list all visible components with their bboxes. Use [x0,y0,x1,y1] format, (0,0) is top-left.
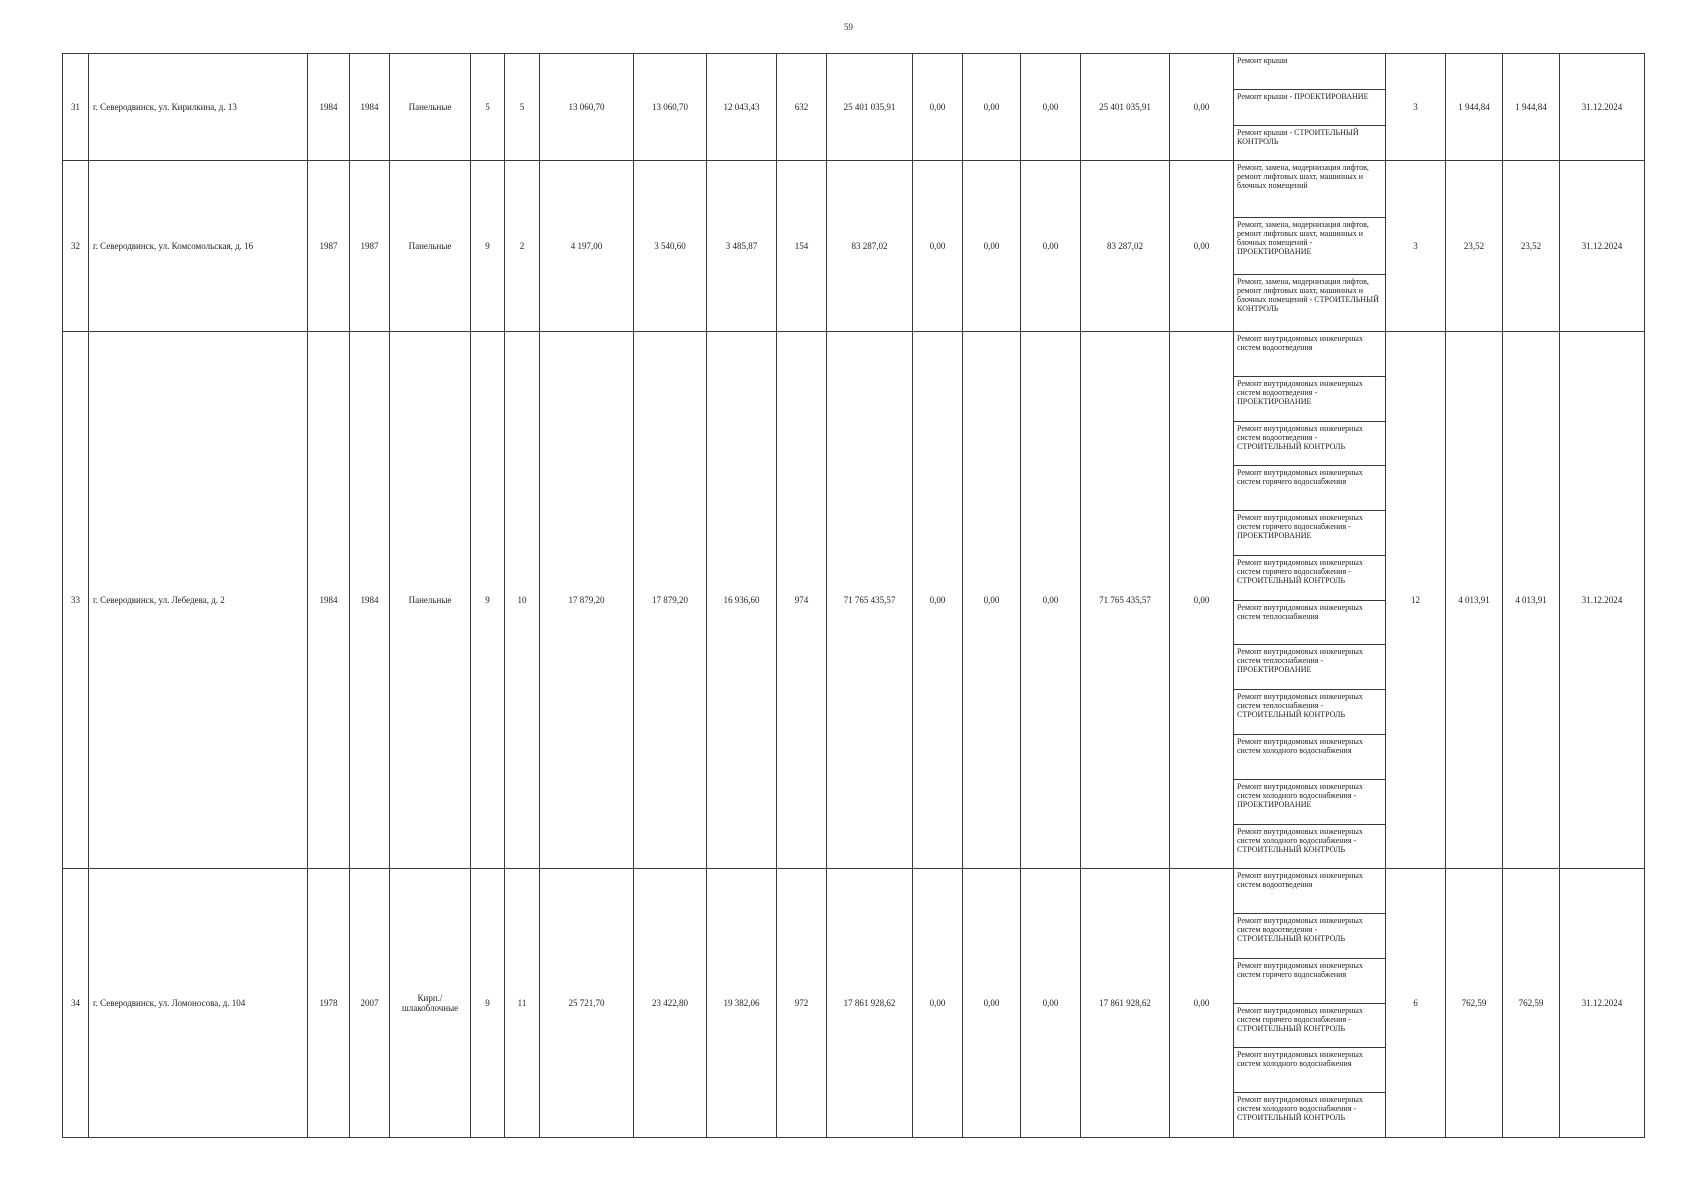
address: г. Северодвинск, ул. Ломоносова, д. 104 [89,869,308,1138]
area-premises: 13 060,70 [634,54,707,161]
unit-cost: 762,59 [1446,869,1503,1138]
cost-total: 25 401 035,91 [827,54,913,161]
deadline: 31.12.2024 [1560,332,1645,869]
area-premises: 23 422,80 [634,869,707,1138]
cost-federal: 0,00 [913,332,963,869]
cost-regional: 0,00 [963,161,1021,332]
table-row-34 [63,869,1645,1138]
area-premises: 17 879,20 [634,332,707,869]
work-item: Ремонт внутридомовых инженерных систем теплоснабжения [1234,600,1386,645]
work-item: Ремонт, замена, модернизация лифтов, ремонт лифтовых шахт, машинных и блочных помещений - СТРОИТЕЛЬНЫЙ КОНТРОЛЬ [1234,275,1386,332]
work-item: Ремонт внутридомовых инженерных систем водоотведения - ПРОЕКТИРОВАНИЕ [1234,376,1386,421]
total-area: 13 060,70 [540,54,634,161]
cost-other: 0,00 [1170,54,1234,161]
residents: 632 [777,54,827,161]
cost-total: 83 287,02 [827,161,913,332]
cost-federal: 0,00 [913,54,963,161]
work-item: Ремонт внутридомовых инженерных систем холодного водоснабжения - СТРОИТЕЛЬНЫЙ КОНТРОЛЬ [1234,824,1386,869]
floors: 9 [471,869,505,1138]
max-unit-cost: 1 944,84 [1503,54,1560,161]
area-residential: 19 382,06 [707,869,777,1138]
cost-other: 0,00 [1170,332,1234,869]
cost-federal: 0,00 [913,869,963,1138]
work-item: Ремонт крыши - ПРОЕКТИРОВАНИЕ [1234,89,1386,125]
deadline: 31.12.2024 [1560,869,1645,1138]
cost-local: 0,00 [1021,54,1081,161]
row-number: 31 [63,54,89,161]
cost-local: 0,00 [1021,161,1081,332]
address: г. Северодвинск, ул. Лебедева, д. 2 [89,332,308,869]
total-area: 17 879,20 [540,332,634,869]
cost-regional: 0,00 [963,332,1021,869]
work-item: Ремонт крыши [1234,54,1386,90]
works-count: 12 [1386,332,1446,869]
work-item: Ремонт внутридомовых инженерных систем горячего водоснабжения - СТРОИТЕЛЬНЫЙ КОНТРОЛЬ [1234,555,1386,600]
work-item: Ремонт внутридомовых инженерных систем водоотведения - СТРОИТЕЛЬНЫЙ КОНТРОЛЬ [1234,421,1386,466]
work-item: Ремонт внутридомовых инженерных систем горячего водоснабжения - СТРОИТЕЛЬНЫЙ КОНТРОЛЬ [1234,1003,1386,1048]
wall-material: Панельные [390,332,471,869]
area-premises: 3 540,60 [634,161,707,332]
cost-other: 0,00 [1170,161,1234,332]
work-item: Ремонт внутридомовых инженерных систем горячего водоснабжения - ПРОЕКТИРОВАНИЕ [1234,511,1386,556]
work-item: Ремонт, замена, модернизация лифтов, ремонт лифтовых шахт, машинных и блочных помещений [1234,161,1386,218]
year-built: 1984 [308,332,350,869]
max-unit-cost: 762,59 [1503,869,1560,1138]
floors: 9 [471,332,505,869]
work-item: Ремонт внутридомовых инженерных систем горячего водоснабжения [1234,958,1386,1003]
address: г. Северодвинск, ул. Комсомольская, д. 16 [89,161,308,332]
row-number: 34 [63,869,89,1138]
cost-owners: 17 861 928,62 [1081,869,1170,1138]
cost-regional: 0,00 [963,869,1021,1138]
cost-owners: 25 401 035,91 [1081,54,1170,161]
table-row-31 [63,54,1645,161]
year-commissioning: 1984 [350,54,390,161]
cost-total: 17 861 928,62 [827,869,913,1138]
year-commissioning: 1984 [350,332,390,869]
area-residential: 3 485,87 [707,161,777,332]
year-commissioning: 1987 [350,161,390,332]
works-count: 3 [1386,161,1446,332]
row-number: 32 [63,161,89,332]
work-item: Ремонт внутридомовых инженерных систем горячего водоснабжения [1234,466,1386,511]
cost-other: 0,00 [1170,869,1234,1138]
cost-owners: 71 765 435,57 [1081,332,1170,869]
floors: 5 [471,54,505,161]
row-number: 33 [63,332,89,869]
cost-federal: 0,00 [913,161,963,332]
work-item: Ремонт внутридомовых инженерных систем водоотведения [1234,869,1386,914]
deadline: 31.12.2024 [1560,161,1645,332]
entrances: 2 [505,161,540,332]
cost-regional: 0,00 [963,54,1021,161]
work-item: Ремонт внутридомовых инженерных систем холодного водоснабжения - ПРОЕКТИРОВАНИЕ [1234,779,1386,824]
entrances: 11 [505,869,540,1138]
work-item: Ремонт, замена, модернизация лифтов, ремонт лифтовых шахт, машинных и блочных помещений - ПРОЕКТИРОВАНИЕ [1234,218,1386,275]
work-item: Ремонт внутридомовых инженерных систем теплоснабжения - СТРОИТЕЛЬНЫЙ КОНТРОЛЬ [1234,690,1386,735]
entrances: 10 [505,332,540,869]
address: г. Северодвинск, ул. Кирилкина, д. 13 [89,54,308,161]
capital-repair-table [62,53,1645,1138]
unit-cost: 4 013,91 [1446,332,1503,869]
residents: 972 [777,869,827,1138]
year-commissioning: 2007 [350,869,390,1138]
residents: 974 [777,332,827,869]
wall-material: Панельные [390,54,471,161]
unit-cost: 23,52 [1446,161,1503,332]
work-item: Ремонт внутридомовых инженерных систем водоотведения - СТРОИТЕЛЬНЫЙ КОНТРОЛЬ [1234,914,1386,959]
total-area: 4 197,00 [540,161,634,332]
works-count: 3 [1386,54,1446,161]
cost-owners: 83 287,02 [1081,161,1170,332]
unit-cost: 1 944,84 [1446,54,1503,161]
page-number: 59 [844,22,853,32]
floors: 9 [471,161,505,332]
area-residential: 16 936,60 [707,332,777,869]
wall-material: Панельные [390,161,471,332]
cost-local: 0,00 [1021,332,1081,869]
work-item: Ремонт внутридомовых инженерных систем холодного водоснабжения - СТРОИТЕЛЬНЫЙ КОНТРОЛЬ [1234,1093,1386,1138]
table-row-32 [63,161,1645,332]
work-item: Ремонт внутридомовых инженерных систем холодного водоснабжения [1234,734,1386,779]
works-count: 6 [1386,869,1446,1138]
work-item: Ремонт внутридомовых инженерных систем теплоснабжения - ПРОЕКТИРОВАНИЕ [1234,645,1386,690]
table-row-33 [63,332,1645,869]
deadline: 31.12.2024 [1560,54,1645,161]
year-built: 1987 [308,161,350,332]
entrances: 5 [505,54,540,161]
wall-material: Кирп./ шлакоблочные [390,869,471,1138]
work-item: Ремонт внутридомовых инженерных систем холодного водоснабжения [1234,1048,1386,1093]
residents: 154 [777,161,827,332]
year-built: 1978 [308,869,350,1138]
area-residential: 12 043,43 [707,54,777,161]
work-item: Ремонт внутридомовых инженерных систем водоотведения [1234,332,1386,377]
cost-total: 71 765 435,57 [827,332,913,869]
max-unit-cost: 4 013,91 [1503,332,1560,869]
max-unit-cost: 23,52 [1503,161,1560,332]
cost-local: 0,00 [1021,869,1081,1138]
year-built: 1984 [308,54,350,161]
work-item: Ремонт крыши - СТРОИТЕЛЬНЫЙ КОНТРОЛЬ [1234,125,1386,161]
total-area: 25 721,70 [540,869,634,1138]
